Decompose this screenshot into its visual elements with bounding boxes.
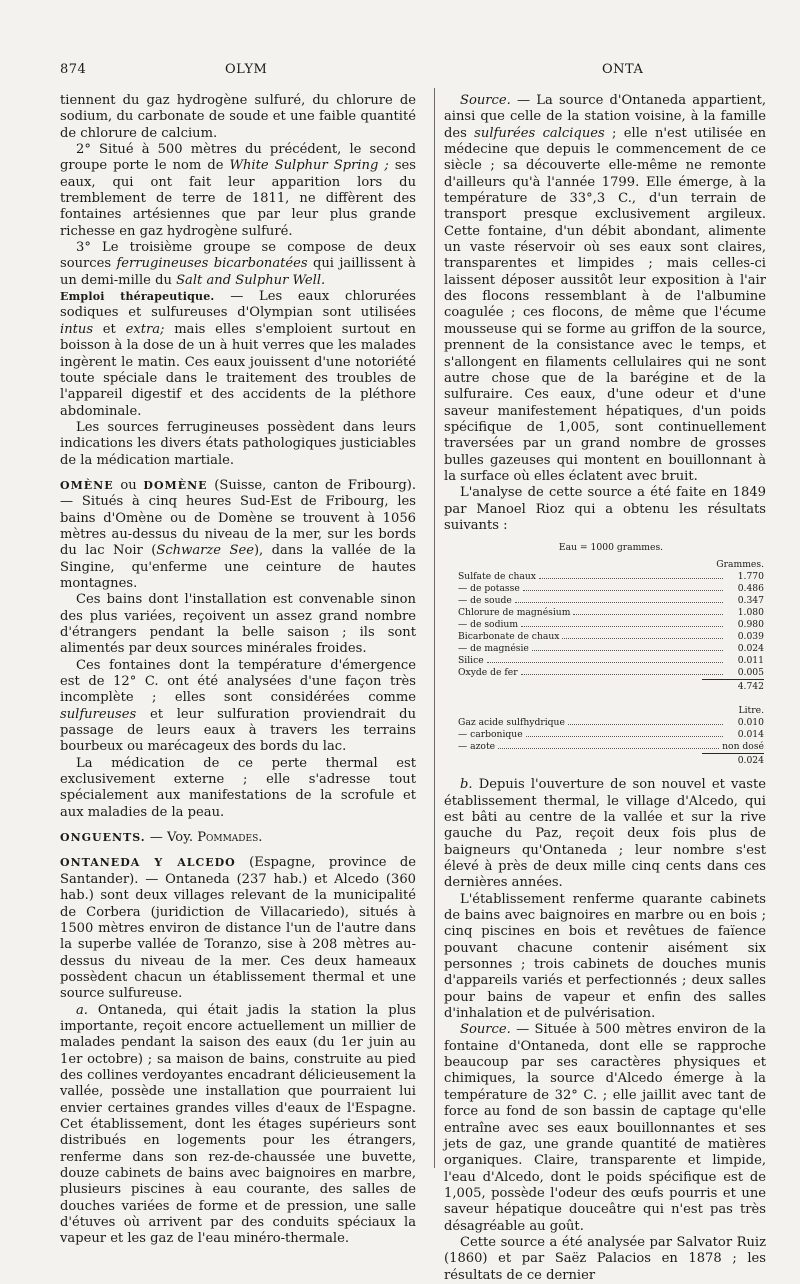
text-italic: sulfurées calciques	[474, 125, 605, 141]
analysis-table	[444, 542, 766, 767]
row-label: Sulfate de chaux	[458, 571, 536, 583]
row-label: — de sodium	[458, 619, 519, 631]
table-body	[458, 571, 764, 679]
paragraph	[60, 289, 416, 420]
table-row	[458, 595, 764, 607]
table-row	[458, 717, 764, 729]
text-italic: Salt and Sulphur Well.	[176, 272, 326, 288]
text: 2° Situé à 500 mètres du précédent, le second groupe porte le nom de	[60, 142, 416, 174]
table-row	[458, 631, 764, 643]
entry-heading: ONGUENTS.	[60, 831, 146, 845]
row-value: non dosé	[722, 741, 764, 753]
table-row	[458, 571, 764, 583]
table-total: 4.742	[702, 679, 764, 693]
paragraph	[444, 93, 766, 485]
paragraph: Ces bains dont l'installation est convenable sinon des plus variées, reçoivent un assez grand nombre d'étrangers pendant la belle saison ; ils sont alimentés par deux sources minérales froides.	[60, 592, 416, 657]
text-italic: sulfureuses	[60, 706, 137, 722]
paragraph	[60, 1003, 416, 1248]
column-divider	[434, 88, 435, 1168]
cross-reference: Pommades.	[197, 830, 263, 846]
text-italic: extra;	[125, 321, 165, 337]
row-value: 1.770	[737, 571, 764, 583]
row-value: 0.486	[737, 583, 764, 595]
row-label: Bicarbonate de chaux	[458, 631, 560, 643]
text-italic: Schwarze See	[156, 543, 254, 559]
text: et leur sulfuration proviendrait du passage de leurs eaux à travers les terrains bourbeux ou marécageux des bords du lac.	[60, 706, 416, 755]
subheading-italic: Source.	[460, 93, 511, 108]
table-unit: Litre.	[738, 705, 764, 717]
table-unit: Grammes.	[716, 559, 764, 571]
entry-omene	[60, 478, 416, 592]
entry-heading: DOMÈNE	[143, 478, 208, 492]
paragraph: L'établissement renferme quarante cabinets de bains avec baignoires en marbre ou en bois ; cinq piscines en bois et revêtues de faïence pouvant chacune contenir aisément six personnes ; trois cabinets de douches munis d'appareils variés et perfectionnés ; deux salles pour bains de vapeur et enfin des salles d'inhalation et de pulvérisation.	[444, 891, 766, 1022]
leader-dots	[568, 724, 723, 725]
text: mais elles s'emploient surtout en boisson à la dose de un à huit verres que les malades ingèrent le matin. Ces eaux jouissent d'une notoriété toute spéciale dans le traitement des troubles de l'appareil digestif et des accidents de la pléthore abdominale.	[60, 321, 416, 419]
subheading-italic: Source.	[460, 1022, 511, 1038]
paragraph: La médication de ce perte thermal est exclusivement externe ; elle s'adresse tout spécialement aux manifestations de la scrofule et aux maladies de la peau.	[60, 755, 416, 820]
paragraph	[444, 777, 766, 891]
row-label: — de soude	[458, 595, 512, 607]
running-head-left: OLYM	[225, 62, 268, 77]
row-label: — azote	[458, 741, 496, 753]
row-value: 0.010	[737, 717, 764, 729]
table-row	[458, 607, 764, 619]
leader-dots	[573, 614, 723, 615]
row-value: 0.011	[737, 655, 764, 667]
text: ou	[113, 477, 144, 493]
leader-dots	[523, 590, 723, 591]
entry-ontaneda	[60, 855, 416, 1002]
text: ses eaux, qui ont fait leur apparition lors du tremblement de terre de 1811, ne diffèrent des fontaines artésiennes que par leur plus grande richesse en gaz hydrogène sulfuré.	[60, 158, 417, 239]
text: (Suisse, canton de Fribourg). — Situés à cinq heures Sud-Est de Fribourg, les bains d'Omène ou de Domène se trouvent à 1056 mètres au-dessus du niveau de la mer, sur les bords du lac Noir (	[60, 477, 416, 559]
paragraph	[444, 1022, 766, 1234]
text: — Située à 500 mètres environ de la fontaine d'Ontaneda, dont elle se rapproche beaucoup par ses caractères physiques et chimiques, la source d'Alcedo émerge à la température de 32° C. ; elle jaillit avec tant de force au fond de son bassin de captage qu'elle entraîne avec ses eaux bouillonnantes et ses jets de gaz, une grande quantité de matières organiques. Claire, transparente et limpide, l'eau d'Alcedo, dont le poids spécifique est de 1,005, possède l'odeur des œufs pourris et une saveur hépatique douceâtre qui n'est pas très désagréable au goût.	[444, 1022, 766, 1234]
leader-dots	[532, 650, 723, 651]
text: et	[93, 321, 126, 337]
text: — Voy.	[145, 830, 198, 846]
table-row	[458, 583, 764, 595]
row-label: Gaz acide sulfhydrique	[458, 717, 565, 729]
leader-dots	[487, 662, 723, 663]
table-total: 0.024	[702, 753, 764, 767]
table-row	[458, 643, 764, 655]
row-value: 0.014	[737, 729, 764, 741]
paragraph: Cette source a été analysée par Salvator Ruiz (1860) et par Saëz Palacios en 1878 ; les résultats de ce dernier	[444, 1234, 766, 1283]
text-italic: a.	[76, 1002, 88, 1018]
text: (Espagne, province de Santander). — Ontaneda (237 hab.) et Alcedo (360 hab.) sont deux villages relevant de la municipalité de Corbera (juridiction de Villacariedo), situés à 1500 mètres environ de distance l'un de l'autre dans la superbe vallée de Toranzo, sise à 208 mètres au-dessus du niveau de la mer. Ces deux hameaux possèdent chacun un établissement thermal et une source sulfureuse.	[60, 855, 416, 1002]
text: 3° Le troisième groupe se compose de deux sources	[60, 240, 416, 272]
text-italic: intus	[60, 321, 94, 337]
page-header	[60, 62, 766, 84]
entry-onguents	[60, 830, 416, 846]
entry-heading: OMÈNE	[60, 478, 114, 492]
table-row	[458, 741, 764, 753]
left-column	[60, 93, 416, 1248]
table-row	[458, 667, 764, 679]
subheading: Emploi thérapeutique.	[60, 290, 215, 304]
table-row	[458, 729, 764, 741]
paragraph	[60, 142, 416, 240]
row-label: — de potasse	[458, 583, 520, 595]
row-label: Chlorure de magnésium	[458, 607, 571, 619]
text: ), dans la vallée de la Singine, qu'enferme une ceinture de hautes montagnes.	[60, 543, 416, 591]
paragraph	[60, 658, 416, 756]
text: Depuis l'ouverture de son nouvel et vaste établissement thermal, le village d'Alcedo, qui est bâti au centre de la vallée et sur la rive gauche du Paz, reçoit deux fois plus de baigneurs qu'Ontaneda ; leur nombre s'est élevé à près de deux mille cinq cents dans ces dernières années.	[444, 777, 766, 891]
table-row	[458, 619, 764, 631]
text-italic: b.	[460, 777, 473, 793]
row-label: — carbonique	[458, 729, 523, 741]
leader-dots	[526, 736, 723, 737]
leader-dots	[515, 602, 723, 603]
text: Ontaneda, qui était jadis la station la plus importante, reçoit encore actuellement un millier de malades pendant la saison des eaux (du 1er juin au 1er octobre) ; sa maison de bains, construite au pied des collines verdoyantes encadrant délicieusement la vallée, possède une installation que pourraient lui envier certaines grandes villes d'eaux de l'Espagne. Cet établissement, dont les étages supérieurs sont distribués en logements pour les étrangers, renferme dans son rez-de-chaussée une buvette, douze cabinets de bains avec baignoires en marbre, plusieurs piscines à eau courante, des salles de douches variées de forme et de pression, une salle d'étuves où arrivent par des conduits spéciaux la vapeur et les gaz de l'eau minéro-thermale.	[60, 1002, 416, 1247]
row-value: 0.347	[737, 595, 764, 607]
leader-dots	[521, 626, 723, 627]
paragraph	[60, 240, 416, 289]
text-italic: White Sulphur Spring ;	[229, 158, 389, 174]
row-value: 1.080	[737, 607, 764, 619]
right-column	[444, 93, 766, 1284]
row-label: Oxyde de fer	[458, 667, 518, 679]
text: ; elle n'est utilisée en médecine que depuis le commencement de ce siècle ; sa découverte elle-même ne remonte d'ailleurs qu'à l'année 1799. Elle émerge, à la température de 33°,3 C., d'un terrain de transport presque exclusivement argileux. Cette fontaine, d'un débit abondant, alimente un vaste réservoir où ses eaux sont claires, transparentes et limpides ; mais celles-ci laissent déposer aussitôt leur exposition à l'air des flocons ressemblant à de l'albumine coagulée ; ces flocons, de même que l'écume mousseuse qui se forme au griffon de la source, prennent de la consistance avec le temps, et s'allongent en filaments cellulaires qui ne sont autre chose que de la barégine et de la sulfuraire. Ces eaux, d'une odeur et d'une saveur manifestement hépatiques, d'un poids spécifique de 1,005, sont continuellement traversées par un grand nombre de grosses bulles gazeuses qui montent en bouillonnant à la surface où elles éclatent avec bruit.	[444, 125, 767, 484]
leader-dots	[521, 674, 723, 675]
row-value: 0.039	[737, 631, 764, 643]
page-number: 874	[60, 62, 87, 77]
table-body	[458, 717, 764, 753]
text: — La source d'Ontaneda appartient, ainsi que celle de la station voisine, à la famille des	[444, 93, 766, 141]
table-title: Eau = 1000 grammes.	[558, 542, 664, 554]
paragraph: tiennent du gaz hydrogène sulfuré, du chlorure de sodium, du carbonate de soude et une faible quantité de chlorure de calcium.	[60, 93, 416, 141]
text: Ces fontaines dont la température d'émergence est de 12° C. ont été analysées d'une façon très incomplète ; elles sont considérées comme	[60, 657, 416, 706]
text-italic: ferrugineuses bicarbonatées	[116, 256, 308, 272]
row-value: 0.005	[737, 667, 764, 679]
leader-dots	[562, 638, 723, 639]
paragraph: Les sources ferrugineuses possèdent dans leurs indications les divers états pathologiques justiciables de la médication martiale.	[60, 419, 416, 468]
paragraph: L'analyse de cette source a été faite en 1849 par Manoel Rioz qui a obtenu les résultats suivants :	[444, 485, 766, 533]
table-row	[458, 655, 764, 667]
row-value: 0.024	[737, 643, 764, 655]
text: qui jaillissent à un demi-mille du	[60, 256, 416, 288]
row-label: — de magnésie	[458, 643, 529, 655]
row-value: 0.980	[737, 619, 764, 631]
running-head-right: ONTA	[602, 62, 644, 77]
row-label: Silice	[458, 655, 484, 667]
leader-dots	[498, 748, 719, 749]
leader-dots	[539, 578, 723, 579]
text: — Les eaux chlorurées sodiques et sulfureuses d'Olympian sont utilisées	[60, 289, 416, 321]
entry-heading: ONTANEDA Y ALCEDO	[60, 856, 236, 870]
